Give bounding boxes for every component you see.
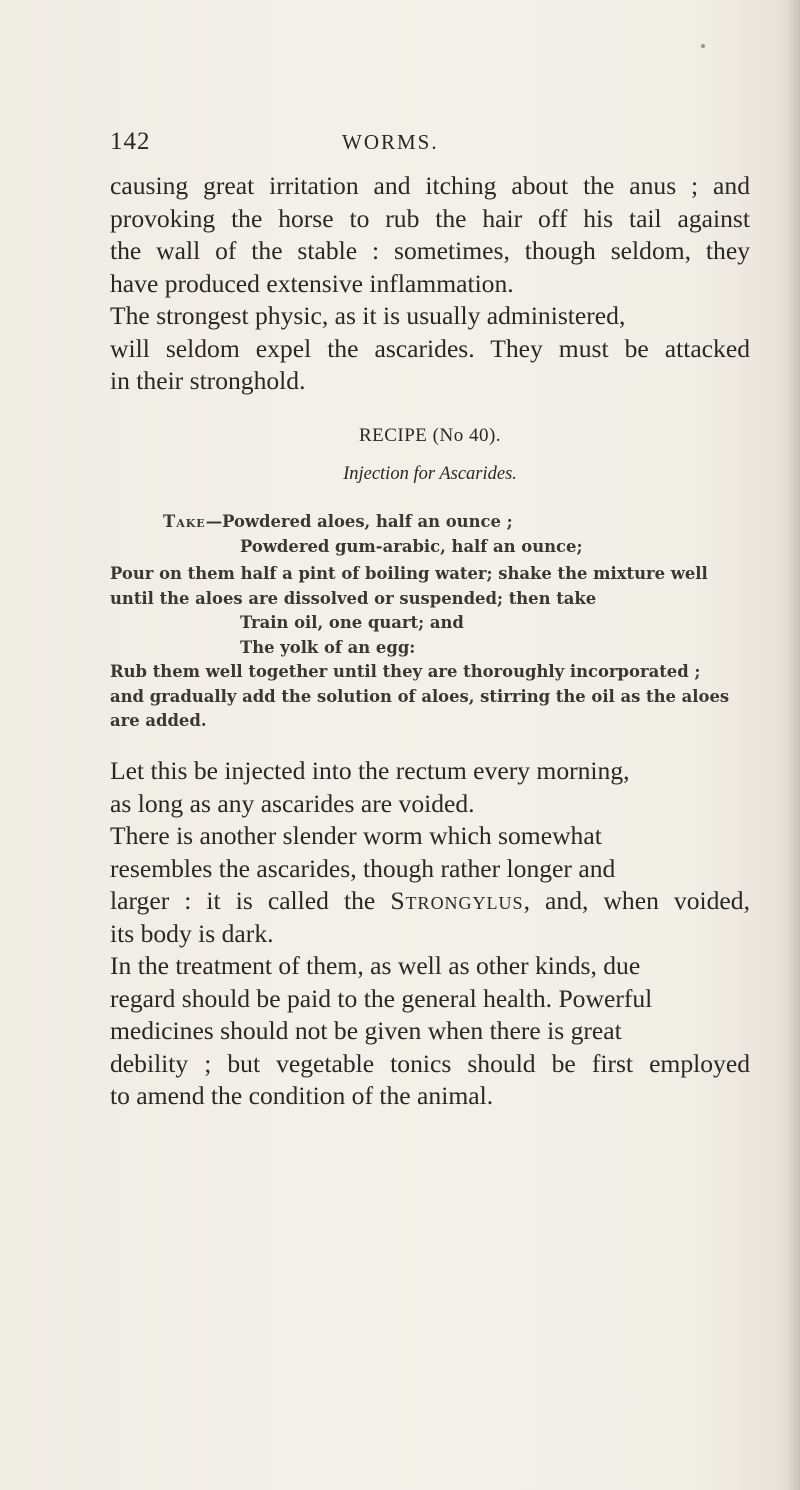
take-word: Take bbox=[163, 512, 206, 531]
text-line: Rub them well together until they are thoroughly incorporated ; bbox=[110, 662, 701, 681]
text-line: Powdered gum-arabic, half an ounce; bbox=[240, 536, 583, 556]
text-line: have produced extensive inflammation. bbox=[110, 268, 514, 298]
text-line: The strongest physic, as it is usually administered, bbox=[110, 301, 626, 330]
take-text: —Powdered aloes, half an ounce ; bbox=[205, 512, 513, 531]
opening-paragraph bbox=[110, 170, 750, 300]
page-number: 142 bbox=[110, 128, 151, 155]
text-line: provoking the horse to rub the hair off his tail against bbox=[110, 203, 750, 233]
text-line: as long as any ascarides are voided. bbox=[110, 788, 475, 818]
recipe-subtitle: Injection for Ascarides. bbox=[343, 464, 517, 484]
text-line: its body is dark. bbox=[110, 918, 274, 948]
text-line: until the aloes are dissolved or suspended; then take bbox=[110, 588, 597, 608]
page-header bbox=[110, 128, 750, 168]
injection-paragraph bbox=[110, 755, 750, 820]
text-line: In the treatment of them, as well as other kinds, due bbox=[110, 951, 641, 980]
worm-name: Strongylus bbox=[390, 886, 524, 916]
text-line: Pour on them half a pint of boiling water; shake the mixture well bbox=[110, 564, 708, 584]
text-fragment: larger : it is called the bbox=[110, 886, 391, 916]
text-line: regard should be paid to the general health. Powerful bbox=[110, 983, 653, 1013]
page-edge-shadow bbox=[788, 0, 800, 1490]
text-line: resembles the ascarides, though rather longer and bbox=[110, 853, 616, 883]
text-line: Train oil, one quart; and bbox=[240, 613, 464, 633]
recipe-directions bbox=[110, 660, 750, 734]
recipe-take-line bbox=[110, 510, 750, 535]
recipe-title: RECIPE (No 40). bbox=[358, 425, 502, 446]
text-line: debility ; but vegetable tonics should be first employed bbox=[110, 1048, 750, 1078]
text-line: medicines should not be given when there is great bbox=[110, 1016, 622, 1046]
text-line: causing great irritation and itching about the anus ; and bbox=[110, 171, 750, 200]
text-line: Let this be injected into the rectum every morning, bbox=[110, 756, 630, 785]
text-line-strongylus bbox=[110, 885, 750, 918]
text-line: in their stronghold. bbox=[110, 366, 306, 396]
strongylus-paragraph bbox=[110, 820, 750, 950]
text-line: will seldom expel the ascarides. They must be attacked bbox=[110, 333, 750, 363]
recipe-ingredients bbox=[110, 510, 750, 661]
paper-speck bbox=[701, 44, 705, 48]
text-line: There is another slender worm which somewhat bbox=[110, 821, 602, 850]
running-head: WORMS. bbox=[342, 130, 439, 154]
text-line: to amend the condition of the animal. bbox=[110, 1081, 494, 1111]
physic-paragraph bbox=[110, 300, 750, 398]
text-line: the wall of the stable : sometimes, though seldom, they bbox=[110, 236, 750, 266]
text-line: and gradually add the solution of aloes, stirring the oil as the aloes bbox=[110, 686, 730, 706]
treatment-paragraph bbox=[110, 950, 750, 1113]
text-line: The yolk of an egg: bbox=[240, 637, 416, 657]
text-fragment: , and, when voided, bbox=[523, 886, 750, 916]
text-line: are added. bbox=[110, 711, 207, 731]
